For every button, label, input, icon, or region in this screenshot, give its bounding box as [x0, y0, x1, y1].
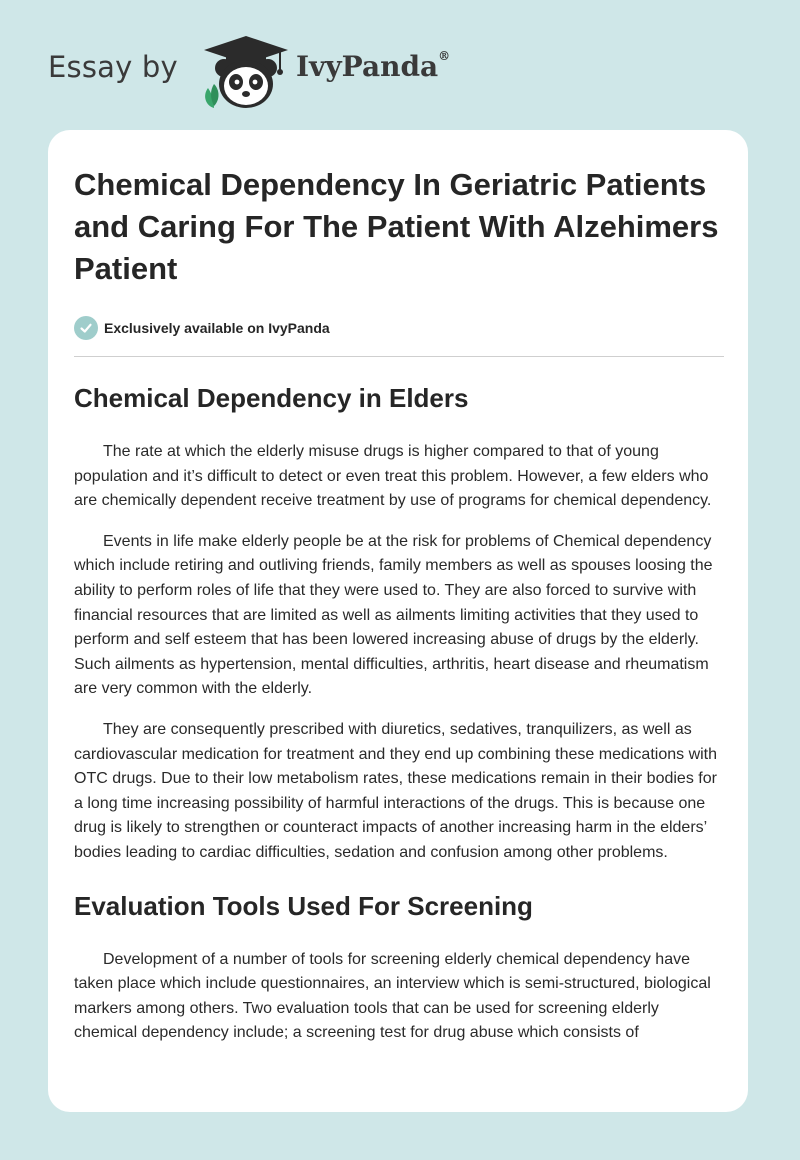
paragraph: Events in life make elderly people be at the risk for problems of Chemical dependency which include retiring and outliving friends, family members as well as spouses loosing the ability to perform roles of life that they were used to. They are also forced to survive with financial resources that are limited as well as ailments limiting activities that they used to perform and self esteem that has been lowered increasing abuse of drugs by the elderly. Such ailments as hypertension, mental difficulties, arthritis, heart disease and rheumatism are very common with the elderly.	[74, 532, 713, 698]
essay-card	[48, 130, 748, 1112]
exclusive-badge	[74, 316, 724, 340]
brand-name[interactable]	[296, 50, 450, 83]
essay-title: Chemical Dependency In Geriatric Patients and Caring For The Patient With Alzehimers Patient	[74, 167, 719, 286]
paragraph: They are consequently prescribed with diuretics, sedatives, tranquilizers, as well as cardiovascular medication for treatment and they end up combining these medications with OTC drugs. Due to their low metabolism rates, these medications remain in their bodies for a long time increasing possibility of harmful interactions of the drugs. This is because one drug is likely to strengthen or counteract impacts of another increasing harm in the elders’ bodies leading to cardiac difficulties, sedation and confusion among other problems.	[74, 720, 718, 861]
exclusive-badge-text: Exclusively available on IvyPanda	[104, 320, 330, 336]
brand-text: IvyPanda	[296, 50, 439, 83]
essay-content	[74, 164, 724, 1046]
section-heading: Evaluation Tools Used For Screening	[74, 890, 533, 921]
registered-mark: ®	[438, 48, 451, 63]
panda-logo-icon[interactable]	[200, 34, 292, 110]
site-header	[0, 0, 800, 120]
paragraph: Development of a number of tools for screening elderly chemical dependency have taken place which include questionnaires, an interview which is semi-structured, biological markers among others. Two evaluation tools that can be used for screening elderly chemical dependency include; a screening test for drug abuse which consists of	[74, 950, 711, 1042]
check-icon	[74, 316, 98, 340]
section-heading: Chemical Dependency in Elders	[74, 383, 469, 413]
essay-by-label: Essay by	[48, 50, 178, 84]
paragraph: The rate at which the elderly misuse drugs is higher compared to that of young population and it’s difficult to detect or even treat this problem. However, a few elders who are chemically dependent receive treatment by use of programs for chemical dependency.	[74, 443, 712, 510]
title-divider	[74, 356, 724, 357]
